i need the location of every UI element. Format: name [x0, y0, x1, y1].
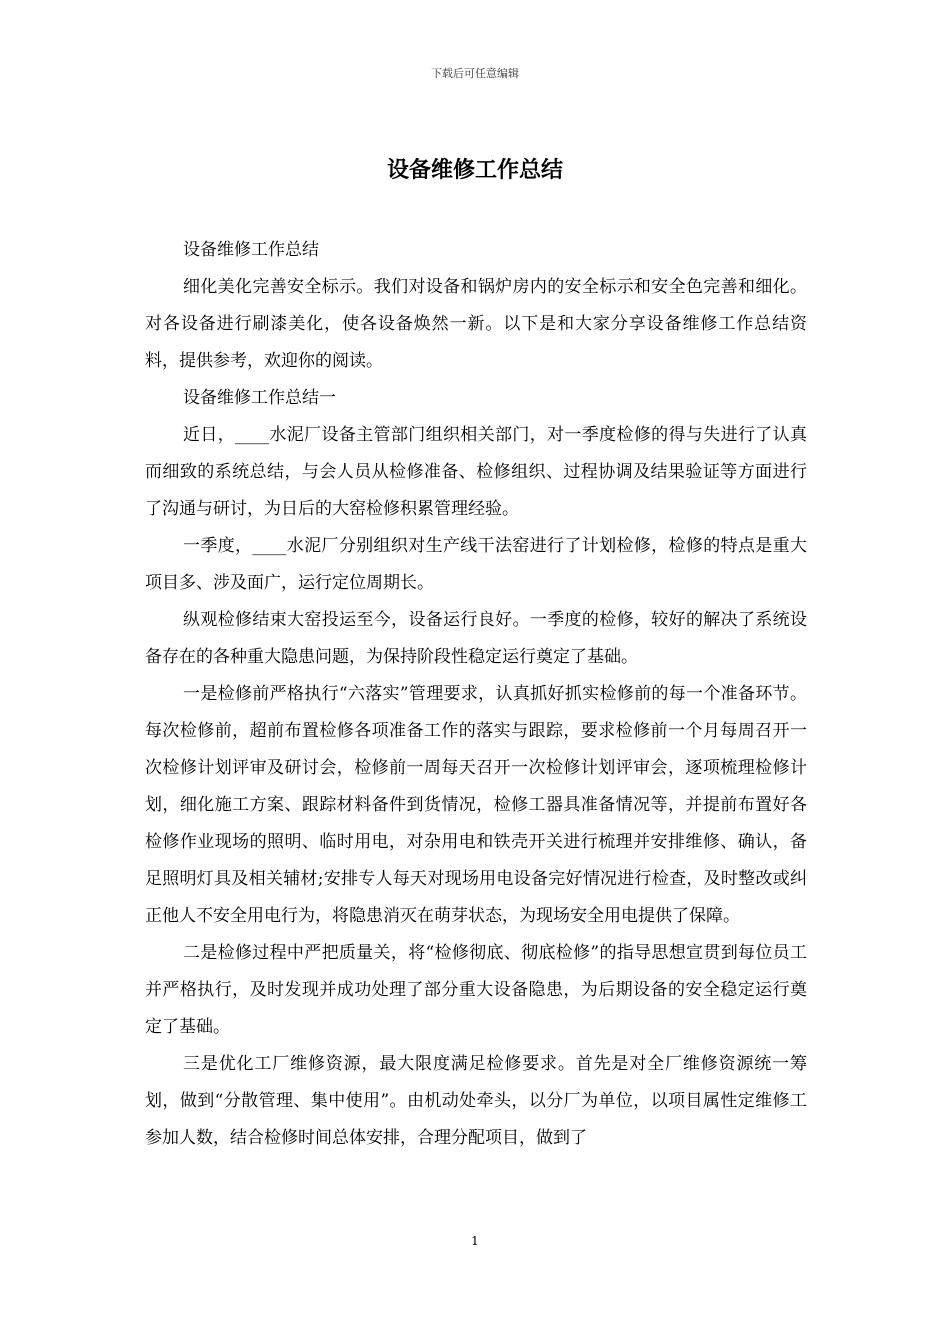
- paragraph-subtitle: 设备维修工作总结: [183, 240, 319, 260]
- paragraph: 近日，____水泥厂设备主管部门组织相关部门，对一季度检修的得与失进行了认真而细致的系统总结，与会人员从检修准备、检修组织、过程协调及结果验证等方面进行了沟通与研讨，为日后的大窑检修积累管理经验。: [145, 425, 807, 519]
- paragraph: 纵观检修结束大窑投运至今，设备运行良好。一季度的检修，较好的解决了系统设备存在的各种重大隐患问题，为保持阶段性稳定运行奠定了基础。: [145, 610, 807, 667]
- document-title: 设备维修工作总结: [386, 157, 563, 183]
- paragraph: 一是检修前严格执行“六落实”管理要求，认真抓好抓实检修前的每一个准备环节。每次检修前，超前布置检修各项准备工作的落实与跟踪，要求检修前一个月每周召开一次检修计划评审及研讨会，检修前一周每天召开一次检修计划评审会，逐项梳理检修计划，细化施工方案、跟踪材料备件到货情况，检修工器具准备情况等，并提前布置好各检修作业现场的照明、临时用电，对杂用电和铁壳开关进行梳理并安排维修、确认，备足照明灯具及相关辅材;安排专人每天对现场用电设备完好情况进行检查，及时整改或纠正他人不安全用电行为，将隐患消灭在萌芽状态，为现场安全用电提供了保障。: [145, 684, 807, 926]
- paragraph: 三是优化工厂维修资源，最大限度满足检修要求。首先是对全厂维修资源统一筹划，做到“分散管理、集中使用”。由机动处牵头，以分厂为单位，以项目属性定维修工参加人数，结合检修时间总体安排，合理分配项目，做到了: [145, 1054, 807, 1148]
- paragraph: 二是检修过程中严把质量关，将“检修彻底、彻底检修”的指导思想宣贯到每位员工并严格执行，及时发现并成功处理了部分重大设备隐患，为后期设备的安全稳定运行奠定了基础。: [145, 943, 807, 1037]
- paragraph: 细化美化完善安全标示。我们对设备和锅炉房内的安全标示和安全色完善和细化。对各设备进行刷漆美化，使各设备焕然一新。以下是和大家分享设备维修工作总结资料，提供参考，欢迎你的阅读。: [145, 277, 807, 371]
- paragraph-section-heading: 设备维修工作总结一: [183, 388, 336, 408]
- document-body: [145, 232, 807, 1157]
- page-header: 下载后可任意编辑: [431, 67, 519, 80]
- paragraph: 一季度，____水泥厂分别组织对生产线干法窑进行了计划检修，检修的特点是重大项目多、涉及面广，运行定位周期长。: [145, 536, 807, 593]
- page-number: 1: [471, 1234, 479, 1248]
